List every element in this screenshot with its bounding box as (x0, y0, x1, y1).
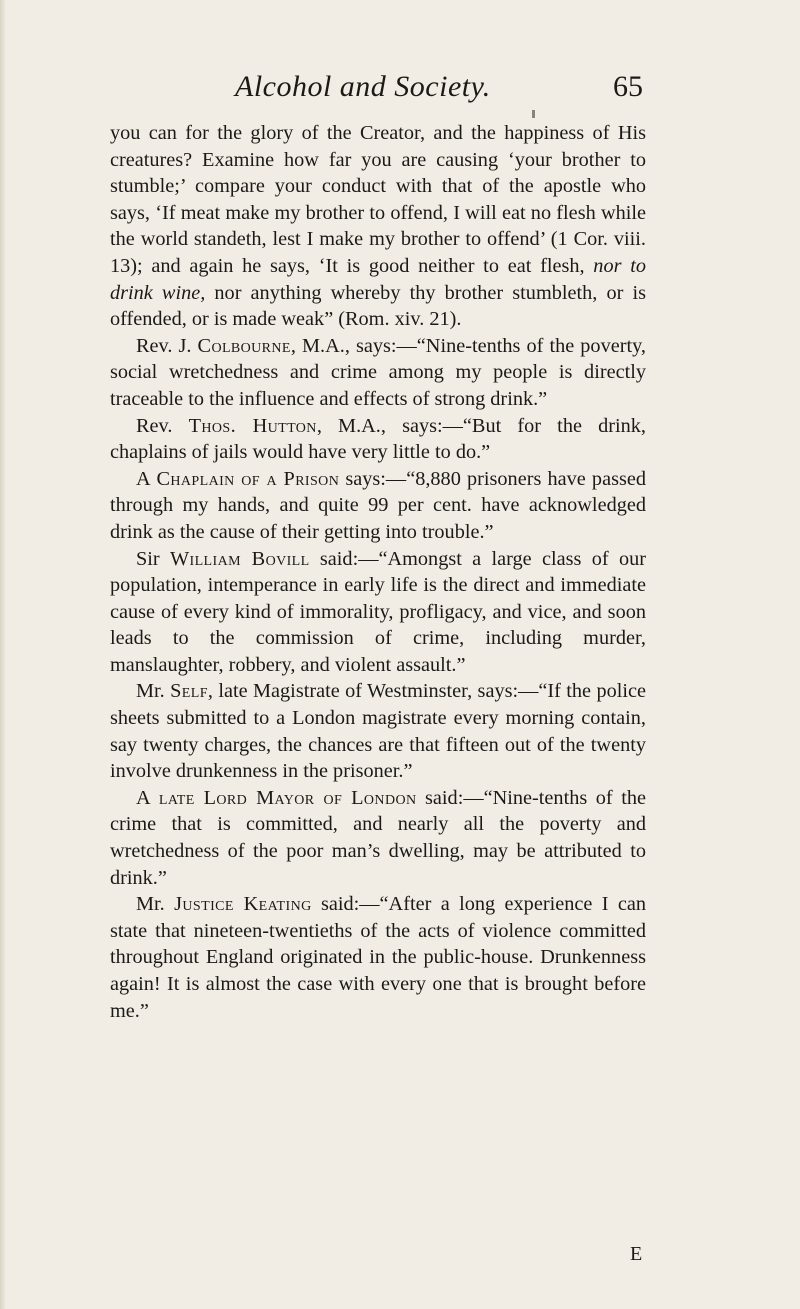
speaker-prefix: Mr. (136, 680, 171, 703)
running-title: Alcohol and Society. (235, 70, 491, 103)
speaker-name: A Chaplain of a Prison (136, 467, 340, 490)
quote-self (110, 678, 646, 784)
print-speck (532, 110, 535, 118)
quote-hutton (110, 413, 646, 466)
speaker-name: A late Lord Mayor of London (136, 786, 417, 809)
italic-phrase: nor to drink wine, (110, 254, 646, 304)
speaker-name: Self (170, 680, 208, 703)
quote-text: says:—“8,880 prisoners have passed through my hands, and quite 99 per cent. have acknowledged drink as the cause of their getting into trouble.” (110, 467, 646, 543)
quote-text: said:—“Amongst a large class of our population, intemperance in early life is the direct and immediate cause of every kind of immorality, profligacy, and vice, and soon leads to the commission of crime, including murder, manslaughter, robbery, and violent assault.” (110, 547, 646, 676)
quote-colbourne (110, 333, 646, 413)
speaker-name: Justice Keating (174, 893, 312, 916)
page-edge-shadow (0, 0, 6, 1309)
quote-text: said:—“Nine-tenths of the crime that is committed, and nearly all the poverty and wretchedness of the poor man’s dwelling, may be attributed to drink.” (110, 786, 647, 889)
quote-lord-mayor (110, 785, 646, 891)
speaker-name: Thos. Hutton (188, 414, 317, 437)
quote-bovill (110, 546, 646, 679)
speaker-prefix: Mr. (136, 893, 175, 916)
page-number: 65 (613, 70, 643, 103)
speaker-prefix: Sir (136, 547, 170, 570)
speaker-name: Colbourne (197, 334, 291, 357)
speaker-prefix: Rev. (136, 414, 189, 437)
quote-text: , M.A., says:—“Nine-tenths of the poverty, social wretchedness and crime among my people is directly traceable to the influence and effects of strong drink.” (110, 334, 646, 410)
quote-prison-chaplain (110, 466, 646, 546)
body-text (110, 120, 646, 1024)
signature-mark: E (630, 1243, 643, 1265)
quote-keating (110, 891, 646, 1024)
quote-text: said:—“After a long experience I can state that nineteen-twentieths of the acts of violence committed throughout England originated in the public-house. Drunkenness again! It is almost the case with every one that is brought before me.” (110, 893, 647, 1022)
paragraph-scripture (110, 120, 646, 333)
speaker-name: William Bovill (170, 547, 310, 570)
paragraph-text: you can for the glory of the Creator, and the happiness of His creatures? Examine how far you are causing ‘your brother to stumble;’ compare your conduct with that of the apostle who says, ‘If meat make my brother to offend, I will eat no flesh while the world standeth, lest I make my brother to offend’ (1 Cor. viii. 13); and again he says, ‘It is good neither to eat flesh, (110, 122, 646, 277)
quote-text: , late Magistrate of Westminster, says:—“If the police sheets submitted to a London magistrate every morning contain, say twenty charges, the chances are that fifteen out of the twenty involve drunkenness in the prisoner.” (110, 680, 646, 783)
page-header (0, 70, 800, 114)
quote-text: , M.A., says:—“But for the drink, chaplains of jails would have very little to do.” (110, 414, 646, 464)
paragraph-text-end: nor anything whereby thy brother stumbleth, or is offended, or is made weak” (Rom. xiv. 21). (110, 281, 646, 331)
speaker-prefix: Rev. J. (136, 334, 198, 357)
